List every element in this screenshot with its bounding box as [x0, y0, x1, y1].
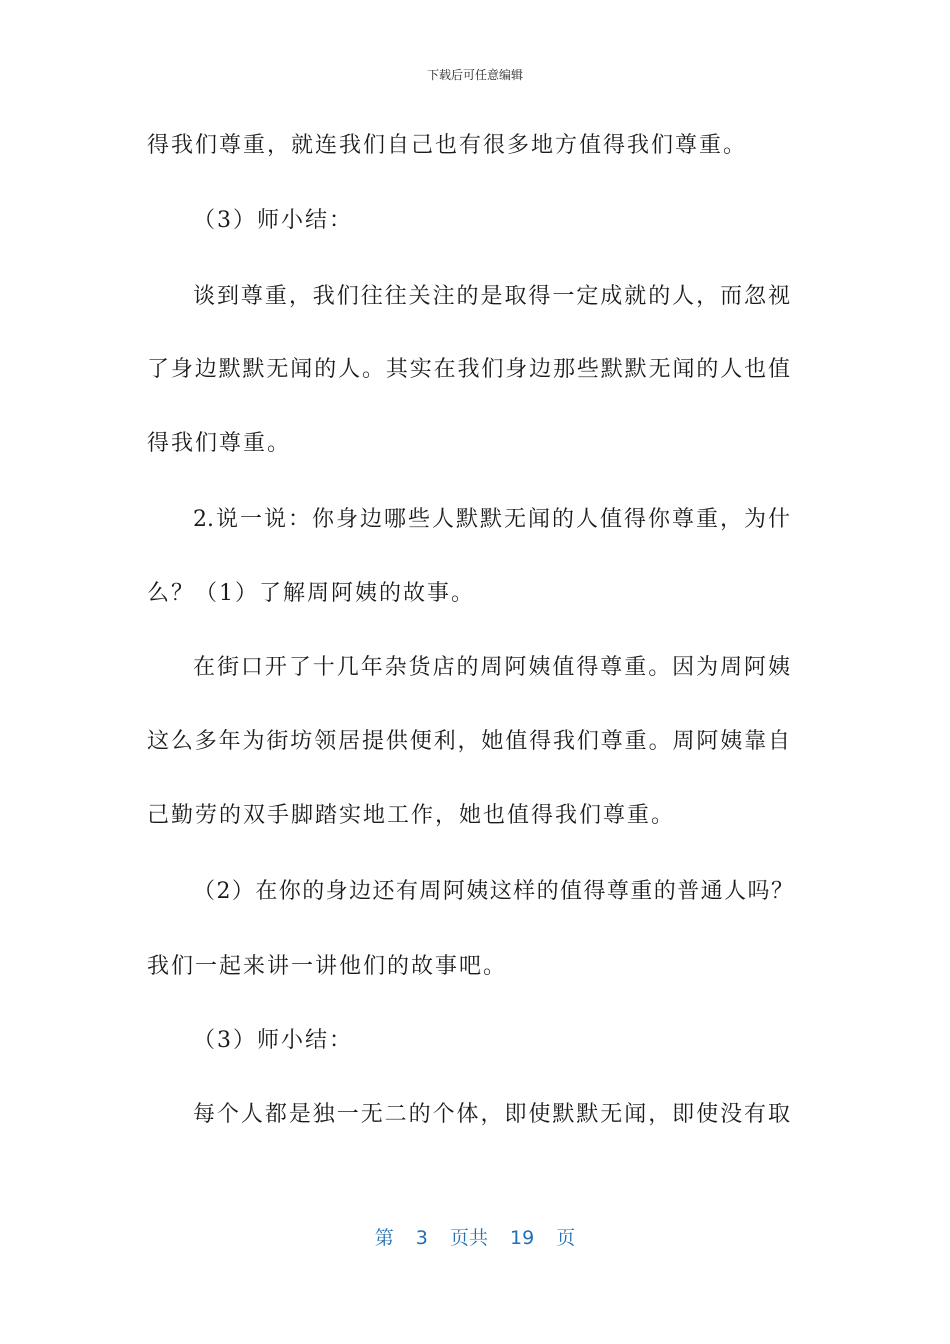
header-note: 下载后可任意编辑	[426, 68, 523, 82]
paragraph-line: 得我们尊重，就连我们自己也有很多地方值得我们尊重。	[147, 133, 748, 158]
page-current: 3	[415, 1227, 428, 1249]
paragraph-line: 得我们尊重。	[147, 431, 292, 456]
paragraph-line: 己勤劳的双手脚踏实地工作，她也值得我们尊重。	[147, 803, 676, 828]
paragraph-line: 这么多年为街坊领居提供便利，她值得我们尊重。周阿姨靠自	[147, 729, 790, 754]
paragraph-line: （2）在你的身边还有周阿姨这样的值得尊重的普通人吗？	[193, 879, 793, 904]
paragraph-line: 我们一起来讲一讲他们的故事吧。	[147, 954, 508, 979]
page-prefix: 第	[374, 1227, 394, 1249]
page-suffix: 页	[556, 1227, 576, 1249]
paragraph-line: 谈到尊重，我们往往关注的是取得一定成就的人，而忽视	[193, 284, 790, 309]
paragraph-line: 么？（1）了解周阿姨的故事。	[147, 581, 475, 606]
paragraph-line: （3）师小结：	[193, 208, 353, 233]
paragraph-line: 2.说一说：你身边哪些人默默无闻的人值得你尊重，为什	[193, 507, 790, 532]
paragraph-line: 在街口开了十几年杂货店的周阿姨值得尊重。因为周阿姨	[193, 655, 790, 680]
page-middle: 页共	[449, 1227, 488, 1249]
page-total: 19	[510, 1227, 535, 1249]
paragraph-line: 了身边默默无闻的人。其实在我们身边那些默默无闻的人也值	[147, 357, 790, 382]
page-footer	[0, 1226, 950, 1250]
paragraph-line: 每个人都是独一无二的个体，即使默默无闻，即使没有取	[193, 1102, 790, 1127]
paragraph-line: （3）师小结：	[193, 1028, 353, 1053]
